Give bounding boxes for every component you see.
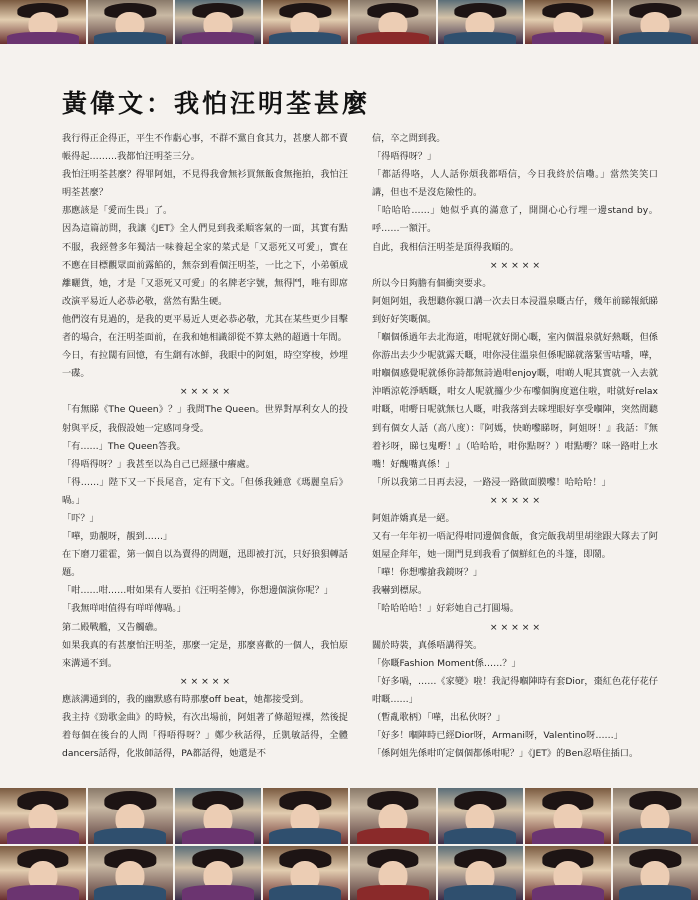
still-robe (532, 32, 604, 44)
top-photo-strip (0, 0, 700, 44)
article-paragraph: 那應該是「愛而生畏」了。 (62, 205, 173, 217)
article-headline: 黃偉文：我怕汪明荃甚麼 (62, 89, 371, 118)
article-paragraph: 阿姐詐嬌真是一絕。 (372, 512, 455, 524)
still-robe (182, 828, 254, 844)
article-paragraph: 「好多喎，……《家變》啦！我記得嗰陣時有套Dior，棗紅色花仔花仔咁嘅……」 (372, 675, 658, 705)
section-divider: × × × × × (489, 494, 541, 506)
article-paragraph: 「得唔得呀？」 (372, 151, 437, 163)
article-paragraph: 在下磨刀霍霍，第一個自以為賣得的問題，迅即被打沉，只好狼狽轉話題。 (62, 549, 348, 579)
article-paragraph: 「係阿姐先係咁吖定個個都係咁呢？」《JET》的Ben忍唔住插口。 (372, 748, 639, 760)
tv-drama-still-icon (88, 0, 174, 44)
article-paragraph: 應該溝通到的，我的幽默感有時那麼off beat，她都接受到。 (62, 693, 309, 705)
still-robe (7, 32, 79, 44)
still-robe (532, 885, 604, 900)
tv-drama-still-icon (350, 846, 436, 900)
tv-drama-still-icon (350, 788, 436, 844)
article-paragraph: 關於時裝，真係唔講得笑。 (372, 639, 483, 651)
article-right-column (372, 130, 658, 763)
tv-drama-still-icon (175, 788, 261, 844)
still-robe (619, 828, 691, 844)
still-robe (269, 828, 341, 844)
article-paragraph: 「都話得咯，人人話你煩我都唔信，今日我終於信嘞。」當然笑笑口講，但也不是沒危險性的。 (372, 169, 658, 199)
article-paragraph: 「有……」The Queen答我。 (62, 440, 186, 452)
tv-drama-still-icon (613, 846, 699, 900)
article-paragraph: 「你嘅Fashion Moment係……？」 (372, 657, 521, 669)
article-paragraph: 今日，有拉闊有回憶，有生劏有冰鮮，我眼中的阿姐，時空穿梭，炒埋一碟。 (62, 350, 348, 380)
still-robe (182, 32, 254, 44)
article-paragraph: 信，卒之問到我。 (372, 133, 446, 144)
article-paragraph: 第二殿戰艦，又告觸礁。 (62, 621, 164, 633)
article-paragraph: 「好多！嗰陣時已經Dior呀，Armani呀，Valentino呀……」 (372, 730, 623, 742)
article-paragraph: 「嘩，勁靚呀，靚到……」 (62, 531, 173, 543)
article-paragraph: 我嚇到標尿。 (372, 585, 428, 597)
article-paragraph: 我主持《勁歌金曲》的時候，有次出場前，阿姐著了條超短裸，然後捉着每個在後台的人問「得唔得呀？」鄭少秋話得，丘凱敏話得，全體dancers話得，化妝師話得，PA都話得，她還是不 (62, 712, 348, 760)
article-paragraph: 「咁……咁……咁如果有人要拍《汪明荃傳》，你想邊個演你呢？」 (62, 585, 334, 597)
still-robe (619, 885, 691, 900)
tv-drama-still-icon (613, 788, 699, 844)
article-paragraph: 「所以我第二日再去浸，一路浸一路做面膜嚟！哈哈哈！」 (372, 476, 611, 488)
tv-drama-still-icon (263, 0, 349, 44)
tv-drama-still-icon (438, 846, 524, 900)
tv-drama-still-icon (175, 846, 261, 900)
still-robe (7, 828, 79, 844)
still-robe (357, 828, 429, 844)
article-paragraph: 「我無咩咁值得有咩咩傳喎。」 (62, 603, 187, 615)
still-robe (444, 828, 516, 844)
tv-drama-still-icon (613, 0, 699, 44)
article-paragraph: 「嗰個係過年去北海道，咁呢就好開心嘅，室內個溫泉就好熱嘅，但係你游出去少少呢就露天嘅，咁你浸住溫泉但係呢睇就落緊雪咕噃，嘩，咁嗰個感覺呢就係你詩都無詩過咁enjoy嘅，咁啲人呢其實就一入去就沖晒涼乾淨晒嘅，咁女人呢就攞少少布嚟個胸度遮住啦，咁就好relax咁嘅，咁嘢日呢就無乜人嘅，咁我落到去咪埋眼好享受嗰陣，突然間聽到有個女人話（高八度）：『阿媽，快啲嚟睇呀，阿姐呀！』我話：『無着衫呀，睇乜鬼嘢！』（哈哈哈，咁你點呀？）咁點嘢？咪一路咁上水嘴！好醜嘴真係！」 (372, 332, 658, 470)
still-robe (444, 32, 516, 44)
article-paragraph: 自此，我相信汪明荃是頂得我順的。 (372, 241, 519, 253)
section-divider: × × × × × (489, 259, 541, 271)
article-paragraph: （暫亂歌柄）「嘩，出私伙呀？」 (372, 712, 506, 723)
still-robe (269, 885, 341, 900)
section-divider: × × × × × (489, 621, 541, 633)
tv-drama-still-icon (88, 846, 174, 900)
still-robe (532, 828, 604, 844)
article-paragraph: 他們沒有見過的，是我的更平易近人更必恭必敬，尤其在某些更少目擊者的場合，在汪明荃面前，在我和她相識卻從不算太熟的超過十年間。 (62, 313, 348, 344)
article-paragraph: 阿姐阿姐，我想聽你親口講一次去日本浸溫泉嘅古仔，幾年前睇報紙睇到好好笑嘅個。 (372, 295, 658, 325)
article-paragraph: 「吓？」 (62, 512, 99, 524)
tv-drama-still-icon (0, 846, 86, 900)
bottom-photo-strip-1 (0, 788, 700, 844)
article-paragraph: 因為這篇訪問，我讓《JET》全人們見到我柔順客氣的一面，其實有點不服，我經營多年獨沽一味養起全家的菜式是「又惡死又可愛」，實在不應在目標觀眾面前露餡的，無奈到看個汪明荃，一比之下，小弟頓成離曬貨，她，才是「又惡死又可愛」的名牌老字號，無得鬥，唯有即席改演平易近人必恭必敬，當然有點生硬。 (62, 223, 348, 307)
tv-drama-still-icon (0, 0, 86, 44)
tv-drama-still-icon (175, 0, 261, 44)
tv-drama-still-icon (438, 0, 524, 44)
article-paragraph: 如果我真的有甚麼怕汪明荃，那麼一定是，那麼喜歡的一個人，我怕原來溝通不到。 (62, 639, 348, 669)
tv-drama-still-icon (88, 788, 174, 844)
article-paragraph: 「得……」陛下又一下長尾音，定有下文。「但係我鍾意《瑪麗皇后》喎。」 (62, 476, 348, 506)
article-paragraph: 「有無睇《The Queen》？」我問The Queen。世界對厚利女人的投射與平反，我假設她一定感同身受。 (62, 404, 348, 434)
still-robe (619, 32, 691, 44)
section-divider: × × × × × (179, 675, 231, 687)
still-robe (444, 885, 516, 900)
article-paragraph: 所以今日夠膽有個衝突要求。 (372, 277, 492, 289)
article-paragraph: 「得唔得呀？」我甚至以為自己已經搔中癢處。 (62, 458, 255, 470)
article-paragraph: 又有一年年初一唔記得咁同邊個食飯，食完飯我胡里胡塗跟大隊去了阿姐屋企拜年，她一開門見到我看了個鮮紅色的斗篷，即鬧。 (372, 531, 658, 561)
still-robe (269, 32, 341, 44)
still-robe (94, 885, 166, 900)
article-paragraph: 「哈哈哈……」她似乎真的滿意了，開開心心行埋一邊stand by。呼……一額汗。 (372, 205, 658, 235)
still-robe (94, 828, 166, 844)
tv-drama-still-icon (0, 788, 86, 844)
article-paragraph: 我怕汪明荃甚麼？得罪阿姐，不見得我會無衫買無飯食無拖拍，我怕汪明荃甚麼？ (62, 169, 348, 199)
still-robe (94, 32, 166, 44)
tv-drama-still-icon (263, 788, 349, 844)
tv-drama-still-icon (263, 846, 349, 900)
still-robe (357, 885, 429, 900)
article-paragraph: 我行得正企得正，平生不作虧心事，不群不黨自食其力，甚麼人都不賣帳得起………我都怕汪明荃三分。 (62, 133, 348, 163)
still-robe (357, 32, 429, 44)
still-robe (7, 885, 79, 900)
tv-drama-still-icon (350, 0, 436, 44)
tv-drama-still-icon (525, 846, 611, 900)
article-paragraph: 「嘩！你想嚟搶我鏡呀？」 (372, 567, 483, 579)
article-paragraph: 「哈哈哈哈！」好彩她自己打圓場。 (372, 603, 519, 615)
tv-drama-still-icon (525, 788, 611, 844)
tv-drama-still-icon (438, 788, 524, 844)
article-left-column (62, 130, 348, 763)
still-robe (182, 885, 254, 900)
tv-drama-still-icon (525, 0, 611, 44)
bottom-photo-strip-2 (0, 846, 700, 900)
section-divider: × × × × × (179, 386, 231, 398)
